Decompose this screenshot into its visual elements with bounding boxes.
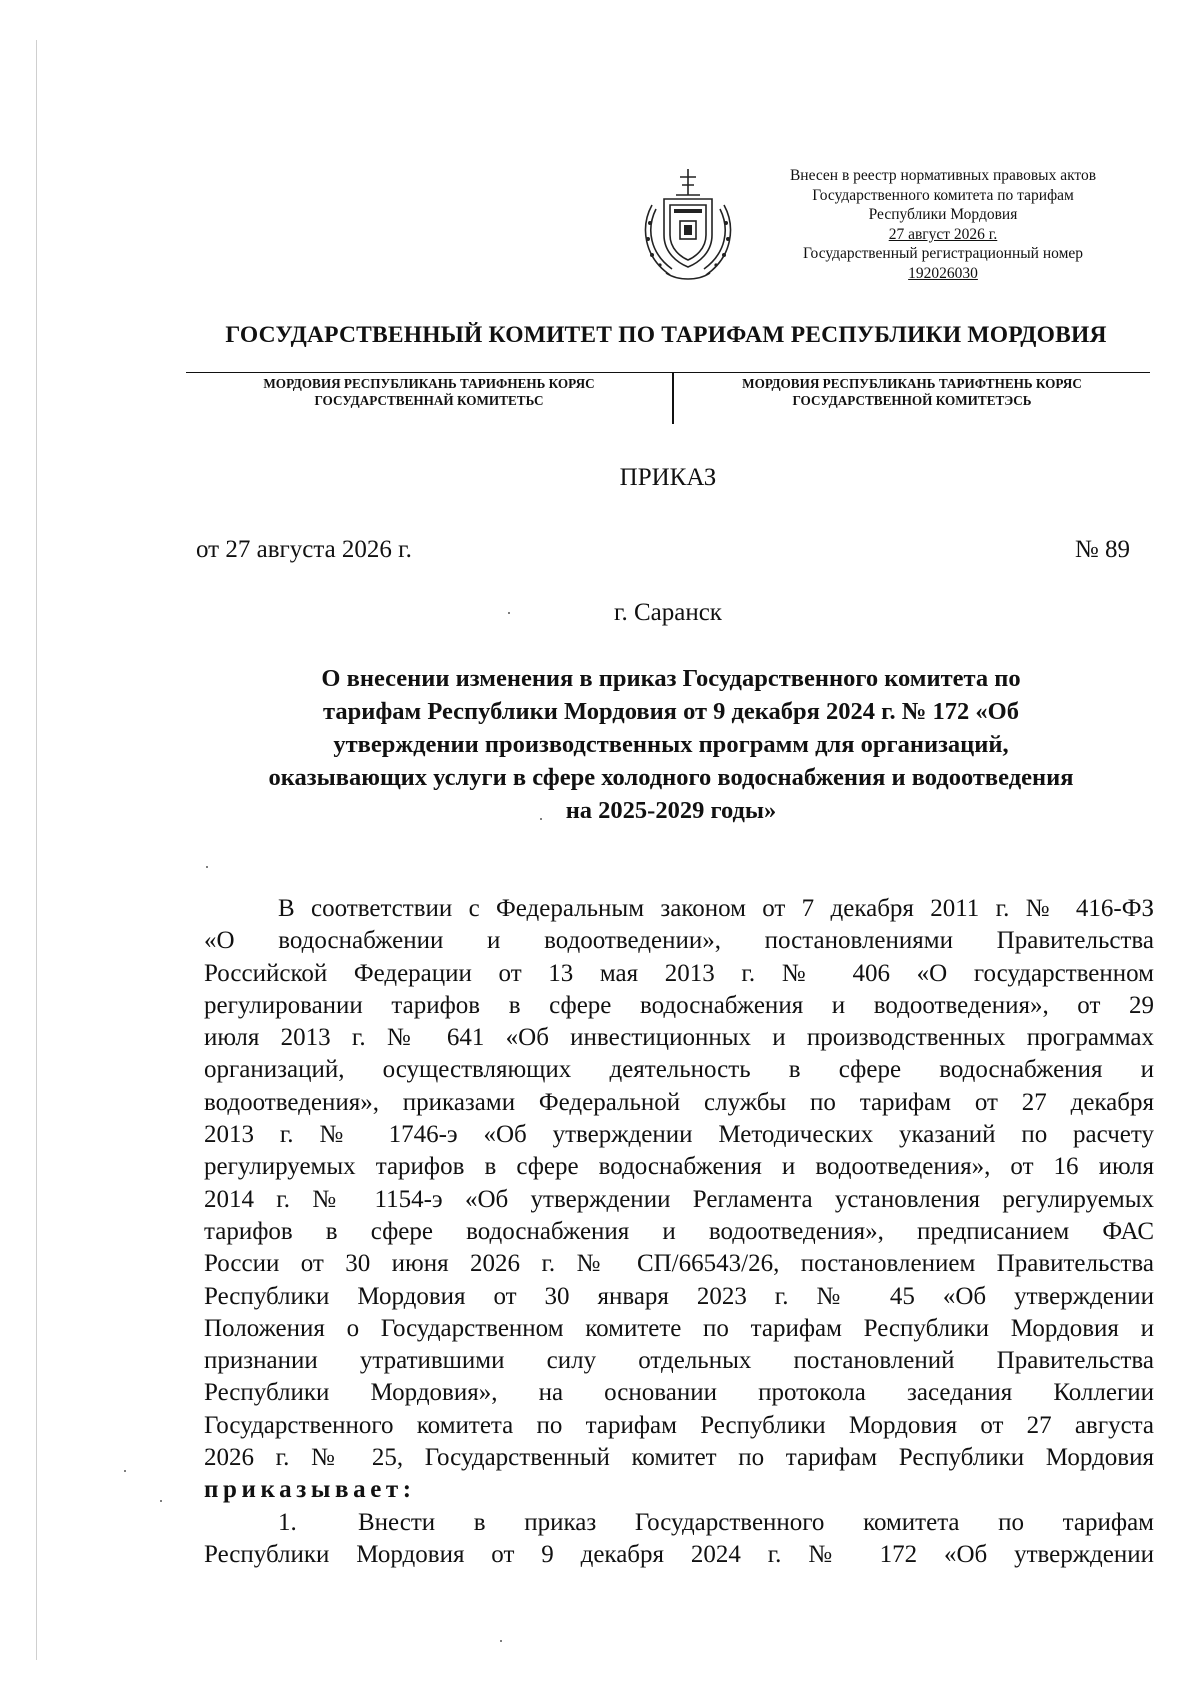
document-date: от 27 августа 2026 г. xyxy=(196,536,412,563)
header-rule-right xyxy=(674,372,1150,373)
document-number: № 89 xyxy=(1074,536,1130,563)
scan-speck xyxy=(508,612,510,614)
registry-note xyxy=(748,166,1138,284)
body-line: 2026 г. № 25, Государственный комитет по тарифам Республики Мордовия xyxy=(204,1444,1154,1472)
body-line: В соответствии с Федеральным законом от 7 декабря 2011 г. № 416-ФЗ xyxy=(278,895,1154,922)
orders-word: приказывает: xyxy=(204,1476,416,1504)
header-erzya xyxy=(674,375,1150,409)
organization-title: ГОСУДАРСТВЕННЫЙ КОМИТЕТ ПО ТАРИФАМ РЕСПУБЛИКИ МОРДОВИЯ xyxy=(225,322,1107,348)
body-line: Российской Федерации от 13 мая 2013 г. № 406 «О государственном xyxy=(204,959,1154,987)
body-line: регулировании тарифов в сфере водоснабжения и водоотведения», от 29 xyxy=(204,991,1154,1019)
scan-speck xyxy=(500,1640,502,1642)
registry-date: 27 август 2026 г. xyxy=(888,225,998,243)
body-line: признании утратившими силу отдельных постановлений Правительства xyxy=(204,1347,1154,1375)
body-line: Республики Мордовия от 30 января 2023 г. № 45 «Об утверждении xyxy=(204,1282,1154,1310)
item-1-line-1 xyxy=(204,1507,1154,1539)
scan-speck xyxy=(124,1470,126,1472)
header-erzya-line: ГОСУДАРСТВЕННОЙ КОМИТЕТЭСЬ xyxy=(792,393,1032,408)
body-line: организаций, осуществляющих деятельность в сфере водоснабжения и xyxy=(204,1056,1154,1084)
document-type: ПРИКАЗ xyxy=(619,464,717,491)
document-city: г. Саранск xyxy=(614,599,722,626)
subject-line: тарифам Республики Мордовия от 9 декабря 2024 г. № 172 «Об xyxy=(323,698,1019,725)
subject-line: О внесении изменения в приказ Государственного комитета по xyxy=(321,665,1021,692)
body-line: 2014 г. № 1154-э «Об утверждении Регламента установления регулируемых xyxy=(204,1185,1154,1213)
body-line: тарифов в сфере водоснабжения и водоотведения», предписанием ФАС xyxy=(204,1217,1154,1245)
body-line: Положения о Государственном комитете по тарифам Республики Мордовия и xyxy=(204,1314,1154,1342)
body-line: России от 30 июня 2026 г. № СП/66543/26, постановлением Правительства xyxy=(204,1250,1154,1278)
subject-line: утверждении производственных программ для организаций, xyxy=(333,731,1009,758)
subject-line: на 2025-2029 годы» xyxy=(565,797,777,824)
body-line: 2013 г. № 1746-э «Об утверждении Методических указаний по расчету xyxy=(204,1121,1154,1149)
header-moksha-line: МОРДОВИЯ РЕСПУБЛИКАНЬ ТАРИФНЕНЬ КОРЯС xyxy=(263,376,595,391)
body-line: «О водоснабжении и водоотведении», постановлениями Правительства xyxy=(204,927,1154,955)
item-1-line-2: Республики Мордовия от 9 декабря 2024 г. № 172 «Об утверждении xyxy=(204,1540,1154,1568)
document-body xyxy=(204,893,1154,1571)
body-line: водоотведения», приказами Федеральной службы по тарифам от 27 декабря xyxy=(204,1088,1154,1116)
header-moksha xyxy=(186,375,672,409)
registry-number-label: Государственный регистрационный номер xyxy=(802,245,1084,263)
registry-line: Государственного комитета по тарифам xyxy=(812,186,1074,204)
item-1-text: Внести в приказ Государственного комитета по тарифам xyxy=(358,1508,1154,1536)
scan-speck xyxy=(540,818,542,820)
scan-margin-line xyxy=(36,40,37,1660)
body-line: регулируемых тарифов в сфере водоснабжения и водоотведения», от 16 июля xyxy=(204,1153,1154,1181)
registry-line: Внесен в реестр нормативных правовых актов xyxy=(789,167,1097,184)
item-1-number: 1. xyxy=(278,1508,297,1536)
body-line: Республики Мордовия», на основании протокола заседания Коллегии xyxy=(204,1379,1154,1407)
header-rule-left xyxy=(186,372,672,373)
registry-number: 192026030 xyxy=(908,264,978,282)
mordovia-coat-of-arms-icon xyxy=(632,165,744,287)
header-erzya-line: МОРДОВИЯ РЕСПУБЛИКАНЬ ТАРИФТНЕНЬ КОРЯС xyxy=(742,376,1082,391)
document-subject xyxy=(196,662,1146,827)
scan-speck xyxy=(206,866,208,868)
body-line: Государственного комитета по тарифам Республики Мордовия от 27 августа xyxy=(204,1411,1154,1439)
header-moksha-line: ГОСУДАРСТВЕННАЙ КОМИТЕТЬС xyxy=(314,393,544,408)
scan-speck xyxy=(160,1500,162,1502)
registry-line: Республики Мордовия xyxy=(868,206,1018,224)
subject-line: оказывающих услуги в сфере холодного водоснабжения и водоотведения xyxy=(268,764,1074,791)
bilingual-header xyxy=(186,372,1150,428)
body-line: июля 2013 г. № 641 «Об инвестиционных и производственных программах xyxy=(204,1024,1154,1052)
